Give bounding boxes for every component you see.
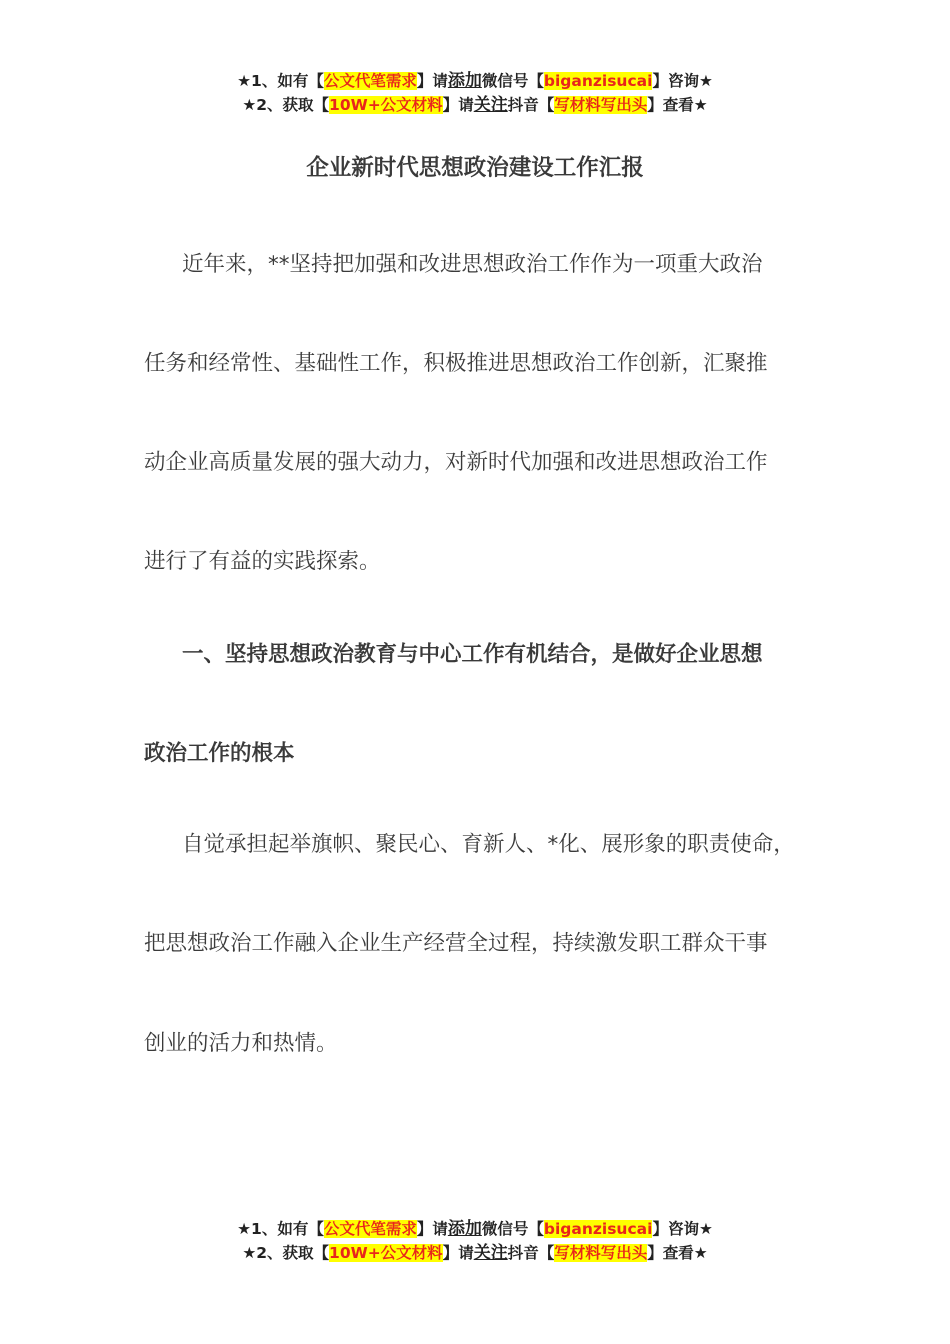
banner-text: 微信号【 (481, 72, 544, 90)
paragraph-line: 创业的活力和热情。 (144, 1031, 338, 1056)
paragraph-line: 把思想政治工作融入企业生产经营全过程，持续激发职工群众干事 (144, 931, 768, 956)
paragraph-line: 进行了有益的实践探索。 (144, 549, 381, 574)
banner-line-1 (0, 1217, 950, 1241)
banner-text: 】咨询★ (652, 1220, 713, 1238)
banner-text: 】咨询★ (652, 72, 713, 90)
banner-highlight: 公文代笔需求 (323, 72, 417, 90)
banner-text: 微信号【 (481, 1220, 544, 1238)
paragraph-line: 动企业高质量发展的强大动力，对新时代加强和改进思想政治工作 (144, 450, 768, 475)
banner-text: 】请 (442, 96, 474, 114)
banner-highlight: 10W+公文材料 (329, 1244, 443, 1262)
banner-emphasis: 添加 (447, 1219, 482, 1239)
banner-line-2 (0, 1241, 950, 1265)
footer-banner (0, 1217, 950, 1265)
banner-line-2 (0, 93, 950, 117)
banner-highlight-douyin: 写材料写出头 (554, 96, 648, 114)
paragraph-line: 近年来，**坚持把加强和改进思想政治工作作为一项重大政治 (182, 252, 763, 277)
banner-emphasis: 关注 (473, 95, 508, 115)
banner-text: 】请 (416, 1220, 448, 1238)
banner-highlight: 公文代笔需求 (323, 1220, 417, 1238)
banner-highlight-wechat: biganzisucai (543, 1220, 653, 1238)
section-heading-line: 一、坚持思想政治教育与中心工作有机结合，是做好企业思想 (182, 642, 763, 667)
banner-highlight: 10W+公文材料 (329, 96, 443, 114)
banner-text: ★1、如有【 (237, 1220, 324, 1238)
section-heading-line: 政治工作的根本 (144, 741, 295, 766)
paragraph-line: 自觉承担起举旗帜、聚民心、育新人、*化、展形象的职责使命， (182, 832, 795, 857)
banner-text: ★1、如有【 (237, 72, 324, 90)
banner-highlight-wechat: biganzisucai (543, 72, 653, 90)
banner-emphasis: 添加 (447, 71, 482, 91)
header-banner (0, 69, 950, 117)
banner-text: ★2、获取【 (242, 96, 330, 114)
banner-text: 】查看★ (647, 96, 708, 114)
banner-line-1 (0, 69, 950, 93)
banner-highlight-douyin: 写材料写出头 (554, 1244, 648, 1262)
banner-emphasis: 关注 (473, 1243, 508, 1263)
document-title: 企业新时代思想政治建设工作汇报 (306, 155, 644, 181)
banner-text: ★2、获取【 (242, 1244, 330, 1262)
paragraph-line: 任务和经常性、基础性工作，积极推进思想政治工作创新，汇聚推 (144, 351, 768, 376)
banner-text: 抖音【 (507, 96, 555, 114)
banner-text: 】请 (416, 72, 448, 90)
banner-text: 抖音【 (507, 1244, 555, 1262)
banner-text: 】请 (442, 1244, 474, 1262)
banner-text: 】查看★ (647, 1244, 708, 1262)
